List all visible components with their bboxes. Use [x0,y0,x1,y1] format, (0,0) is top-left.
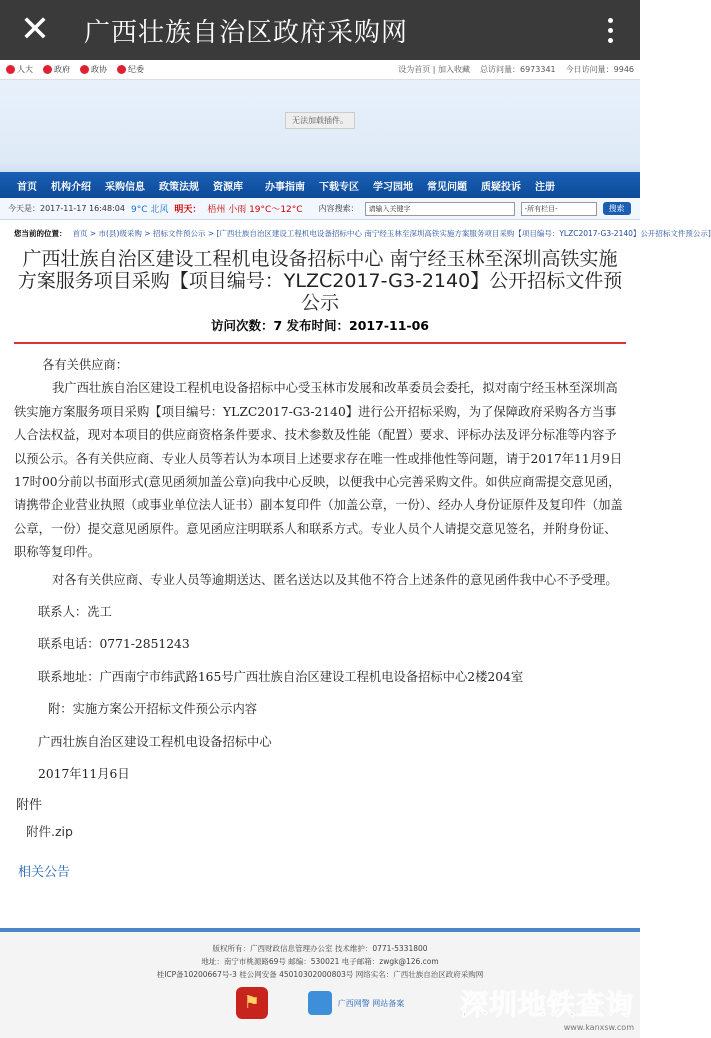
tab-zhengxie[interactable]: 政协 [80,64,107,75]
weather-search-bar [0,198,640,220]
page-title: 广西壮族自治区政府采购网 [84,17,409,48]
nav-item[interactable]: 办事指南 [265,181,305,193]
tab-jiwei[interactable]: 纪委 [117,64,144,75]
weather-today: 9°C 北风 [130,205,169,215]
weather-tomorrow: 梧州 小雨 19°C～12°C [207,205,303,215]
footer-icp[interactable]: 桂ICP备10200667号-3 桂公网安备 45010302000803号 网络实名：广西壮族自治区政府采购网 [156,970,484,979]
nav-item[interactable]: 采购信息 [105,181,145,193]
category-select[interactable]: -所有栏目- [521,202,597,216]
party-gov-badge-icon[interactable]: ⚑ [236,987,268,1019]
attachment-link[interactable]: 附件.zip [26,823,73,839]
footer-copyright: 版权所有：广西财政信息管理办公室 技术维护：0771-5331800 [212,944,428,953]
close-icon[interactable]: ✕ [19,9,51,50]
contact-person: 联系人：冼工 [38,605,112,620]
breadcrumb-label: 您当前的位置： [14,228,67,238]
tab-zhengfu[interactable]: 政府 [43,64,70,75]
more-menu-icon[interactable] [590,18,630,43]
related-notices-link[interactable]: 相关公告 [18,864,71,880]
article-body [14,354,626,787]
divider [14,342,626,344]
paragraph: 我广西壮族自治区建设工程机电设备招标中心受玉林市发展和改革委员会委托，拟对南宁经玉林至深圳高铁实施方案服务项目采购【项目编号：YLZC2017-G3-2140】进行公开招标采购，为了保障政府采购各方当事人合法权益，现对本项目的供应商资格条件要求、技术参数及性能（配置）要求、评标办法及评分标准等内容予以预公示。各有关供应商、专业人员等若认为本项目上述要求存在唯一性或排他性等问题，请于2017年11月9日17时00分前以书面形式(意见函须加盖公章)向我中心反映，以便我中心完善采购文件。如供应商需提交意见函，请携带企业营业执照（或事业单位法人证书）副本复印件（加盖公章，一份）、经办人身份证原件及复印件（加盖公章，一份）提交意见函原件。意见函应注明联系人和联系方式。专业人员个人请提交意见签名，并附身份证、职称等复印件。 [14,381,623,560]
nav-item[interactable]: 机构介绍 [51,181,91,193]
today-visits: 今日访问量：9946 [565,65,634,74]
search-input[interactable]: 请输入关键字 [365,202,515,216]
nav-item[interactable]: 常见问题 [427,181,467,193]
police-filing-badge[interactable]: 广西网警 网站备案 [308,991,405,1015]
nav-item[interactable]: 质疑投诉 [481,181,521,193]
police-badge-icon [308,991,332,1015]
nav-item[interactable]: 资源库 [213,181,243,193]
tab-renda[interactable]: 人大 [6,64,33,75]
paragraph: 对各有关供应商、专业人员等逾期送达、匿名送达以及其他不符合上述条件的意见函件我中心不予受理。 [52,572,618,587]
article-title: 广西壮族自治区建设工程机电设备招标中心 南宁经玉林至深圳高铁实施方案服务项目采购【项目编号：YLZC2017-G3-2140】公开招标文件预公示 [17,248,623,314]
nav-item[interactable]: 注册 [535,181,555,193]
banner [0,80,640,160]
contact-phone: 联系电话：0771-2851243 [38,637,190,652]
footer-address: 地址：南宁市桃源路69号 邮编：530021 电子邮箱：zwgk@126.com [201,957,439,966]
appendix-note: 附：实施方案公开招标文件预公示内容 [48,702,258,717]
weather-tomorrow-label: 明天： [174,205,202,215]
nav-item[interactable]: 学习园地 [373,181,413,193]
search-label: 内容搜索： [318,204,359,213]
watermark: 深圳地铁查询 www.kanxsw.com [459,988,634,1032]
app-bar [0,0,640,60]
current-date: 今天是：2017-11-17 16:48:04 [8,204,125,213]
contact-address: 联系地址：广西南宁市纬武路165号广西壮族自治区建设工程机电设备招标中心2楼204室 [38,669,524,684]
greeting: 各有关供应商： [42,358,129,372]
breadcrumb-path[interactable]: 首页 > 市(县)级采购 > 招标文件预公示 > [广西壮族自治区建设工程机电设备招标中心 南宁经玉林至深圳高铁实施方案服务项目采购【项目编号：YLZC2017-G3-2140】公开招标文件预公示] [72,228,711,238]
issue-date: 2017年11月6日 [38,767,130,782]
issuing-org: 广西壮族自治区建设工程机电设备招标中心 [38,734,272,749]
nav-item[interactable]: 首页 [17,181,37,193]
top-strip [0,60,640,80]
homepage-favorite-link[interactable]: 设为首页 | 加入收藏 [398,65,470,74]
search-button[interactable]: 搜索 [603,202,631,215]
total-visits: 总访问量：6973341 [480,65,556,74]
article-meta: 访问次数：7 发布时间：2017-11-06 [210,318,429,333]
breadcrumb [0,220,711,246]
nav-item[interactable]: 政策法规 [159,181,199,193]
nav-item[interactable]: 下载专区 [319,181,359,193]
attachment-heading: 附件 [16,797,43,813]
plugin-placeholder: 无法加载插件。 [285,112,355,129]
main-nav [0,172,640,198]
